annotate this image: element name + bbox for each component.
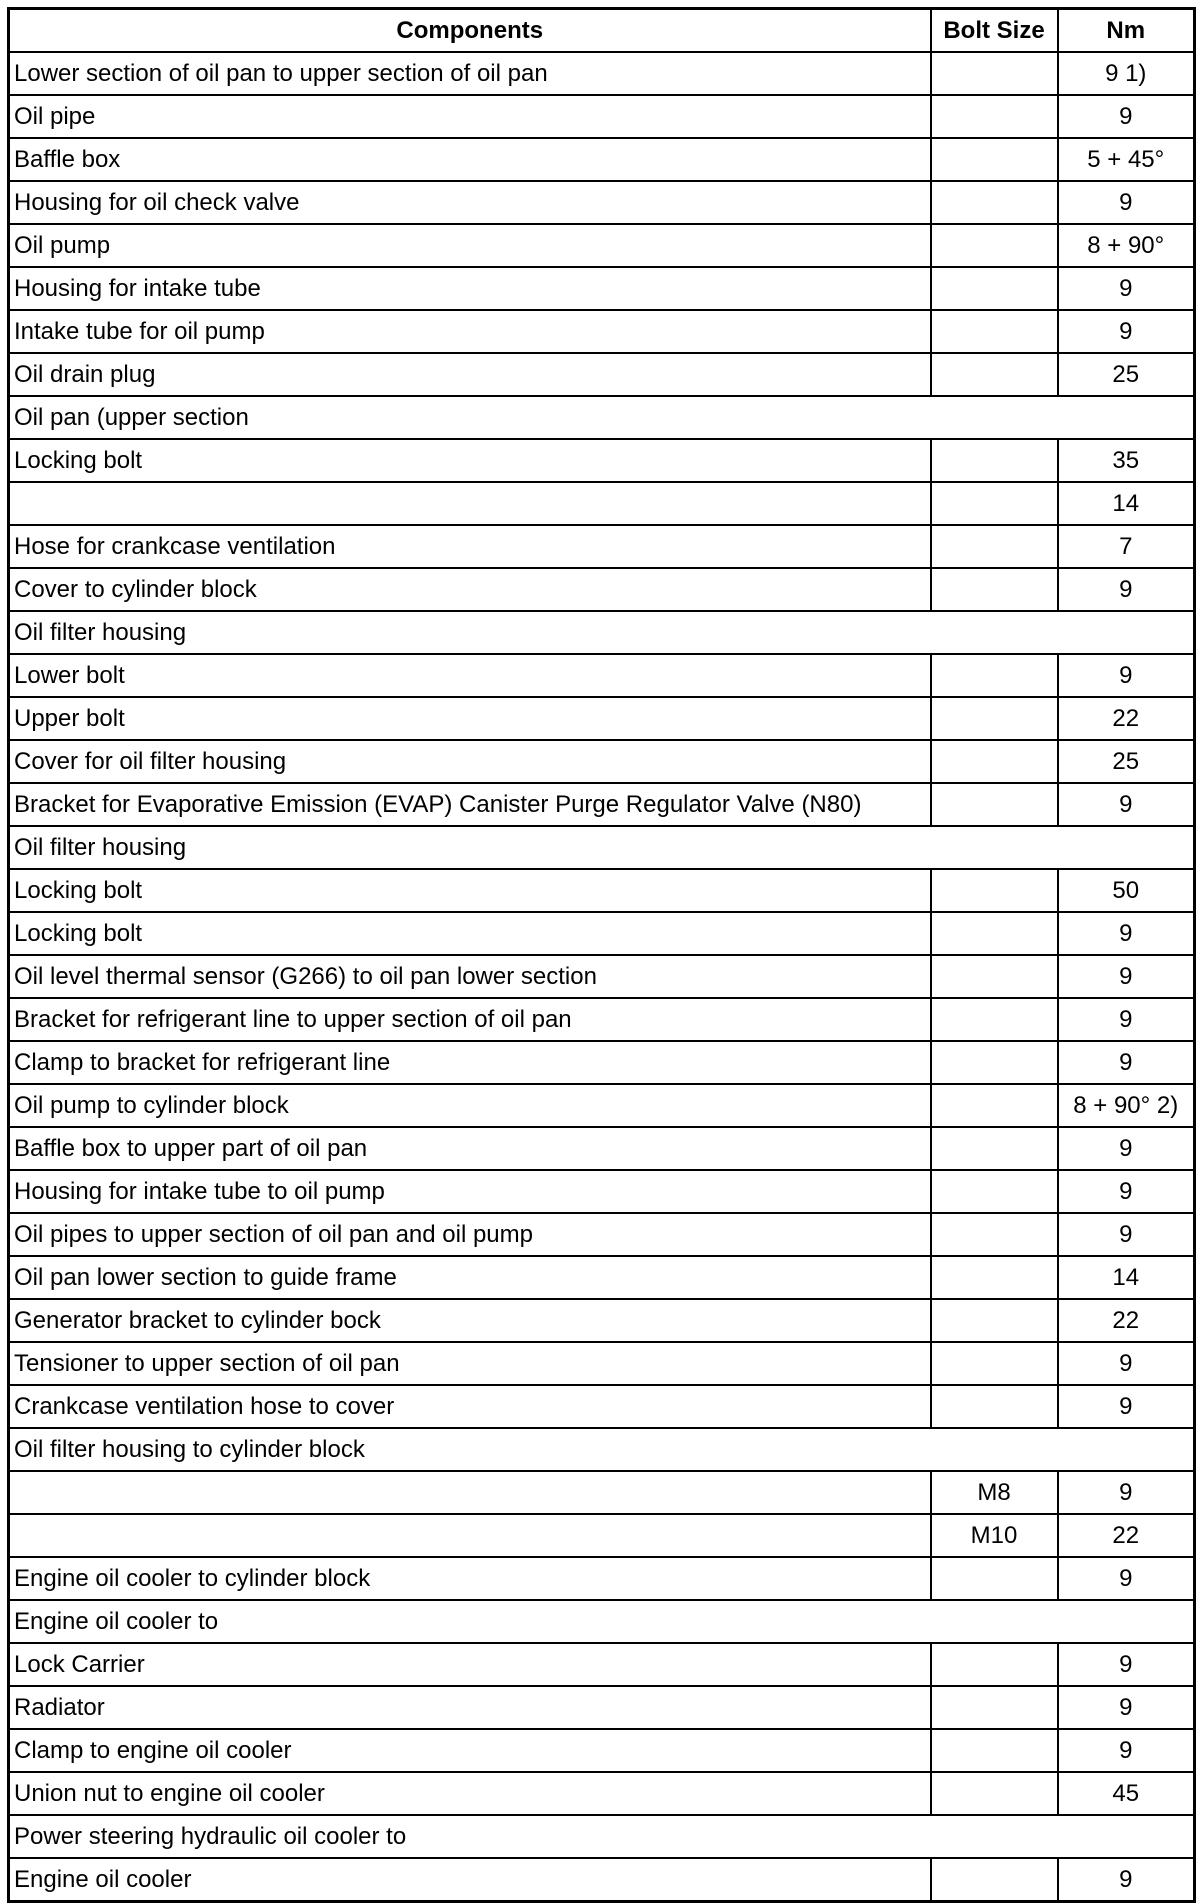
torque-value-cell: 9: [1058, 267, 1195, 310]
table-row: [9, 568, 1195, 611]
torque-specifications-table: [7, 7, 1196, 1903]
component-cell: Oil pipes to upper section of oil pan and oil pump: [9, 1213, 931, 1256]
bolt-size-cell: [931, 439, 1058, 482]
component-cell: Oil level thermal sensor (G266) to oil pan lower section: [9, 955, 931, 998]
torque-value-cell: 25: [1058, 740, 1195, 783]
bolt-size-cell: [931, 1342, 1058, 1385]
table-row: [9, 181, 1195, 224]
component-cell: [9, 1471, 931, 1514]
bolt-size-cell: [931, 869, 1058, 912]
component-cell: Tensioner to upper section of oil pan: [9, 1342, 931, 1385]
torque-value-cell: 9: [1058, 912, 1195, 955]
section-title: Oil pan (upper section: [9, 396, 1195, 439]
component-cell: Radiator: [9, 1686, 931, 1729]
component-cell: Locking bolt: [9, 912, 931, 955]
component-cell: Clamp to engine oil cooler: [9, 1729, 931, 1772]
component-cell: Generator bracket to cylinder bock: [9, 1299, 931, 1342]
torque-value-cell: 22: [1058, 697, 1195, 740]
component-cell: Housing for oil check valve: [9, 181, 931, 224]
torque-value-cell: 9: [1058, 1342, 1195, 1385]
table-row: [9, 1772, 1195, 1815]
torque-value-cell: 9: [1058, 1213, 1195, 1256]
component-cell: Cover to cylinder block: [9, 568, 931, 611]
torque-value-cell: 9: [1058, 95, 1195, 138]
table-row: [9, 998, 1195, 1041]
section-header-row: [9, 826, 1195, 869]
table-body: [9, 52, 1195, 1902]
component-cell: Lower bolt: [9, 654, 931, 697]
bolt-size-cell: [931, 1256, 1058, 1299]
section-header-row: [9, 396, 1195, 439]
component-cell: Lower section of oil pan to upper section of oil pan: [9, 52, 931, 95]
bolt-size-cell: [931, 310, 1058, 353]
torque-value-cell: 9: [1058, 1385, 1195, 1428]
bolt-size-cell: [931, 1385, 1058, 1428]
bolt-size-cell: [931, 740, 1058, 783]
torque-value-cell: 9: [1058, 1127, 1195, 1170]
torque-value-cell: 50: [1058, 869, 1195, 912]
table-row: [9, 525, 1195, 568]
bolt-size-cell: [931, 52, 1058, 95]
bolt-size-cell: [931, 1299, 1058, 1342]
table-row: [9, 783, 1195, 826]
section-header-row: [9, 611, 1195, 654]
component-cell: Housing for intake tube to oil pump: [9, 1170, 931, 1213]
torque-value-cell: 9: [1058, 1041, 1195, 1084]
section-header-row: [9, 1600, 1195, 1643]
table-row: [9, 955, 1195, 998]
torque-value-cell: 9: [1058, 955, 1195, 998]
bolt-size-cell: [931, 1127, 1058, 1170]
bolt-size-cell: [931, 654, 1058, 697]
table-row: [9, 1686, 1195, 1729]
bolt-size-cell: [931, 1858, 1058, 1902]
component-cell: [9, 482, 931, 525]
bolt-size-cell: [931, 181, 1058, 224]
component-cell: Clamp to bracket for refrigerant line: [9, 1041, 931, 1084]
bolt-size-cell: [931, 482, 1058, 525]
bolt-size-cell: [931, 138, 1058, 181]
bolt-size-cell: [931, 912, 1058, 955]
bolt-size-cell: [931, 1041, 1058, 1084]
component-cell: Engine oil cooler: [9, 1858, 931, 1902]
torque-value-cell: 9: [1058, 783, 1195, 826]
component-cell: Hose for crankcase ventilation: [9, 525, 931, 568]
component-cell: [9, 1514, 931, 1557]
section-header-row: [9, 1815, 1195, 1858]
bolt-size-cell: [931, 1643, 1058, 1686]
torque-value-cell: 35: [1058, 439, 1195, 482]
bolt-size-cell: [931, 998, 1058, 1041]
bolt-size-cell: [931, 95, 1058, 138]
table-row: [9, 52, 1195, 95]
component-cell: Locking bolt: [9, 869, 931, 912]
component-cell: Bracket for refrigerant line to upper section of oil pan: [9, 998, 931, 1041]
table-row: [9, 353, 1195, 396]
table-row: [9, 224, 1195, 267]
table-row: [9, 1127, 1195, 1170]
table-row: [9, 1471, 1195, 1514]
header-components: Components: [9, 9, 931, 53]
bolt-size-cell: [931, 1729, 1058, 1772]
torque-value-cell: 9: [1058, 1557, 1195, 1600]
table-row: [9, 697, 1195, 740]
table-row: [9, 1858, 1195, 1902]
section-title: Oil filter housing: [9, 826, 1195, 869]
header-nm: Nm: [1058, 9, 1195, 53]
torque-value-cell: 9: [1058, 654, 1195, 697]
table-row: [9, 1041, 1195, 1084]
bolt-size-cell: [931, 525, 1058, 568]
table-row: [9, 1557, 1195, 1600]
table-row: [9, 740, 1195, 783]
table-row: [9, 1299, 1195, 1342]
table-row: [9, 1213, 1195, 1256]
bolt-size-cell: [931, 1557, 1058, 1600]
component-cell: Union nut to engine oil cooler: [9, 1772, 931, 1815]
torque-value-cell: 45: [1058, 1772, 1195, 1815]
torque-value-cell: 8 + 90°: [1058, 224, 1195, 267]
torque-value-cell: 9: [1058, 181, 1195, 224]
table-row: [9, 912, 1195, 955]
torque-value-cell: 9: [1058, 1471, 1195, 1514]
component-cell: Bracket for Evaporative Emission (EVAP) Canister Purge Regulator Valve (N80): [9, 783, 931, 826]
table-row: [9, 654, 1195, 697]
component-cell: Baffle box to upper part of oil pan: [9, 1127, 931, 1170]
table-header-row: [9, 9, 1195, 53]
torque-value-cell: 22: [1058, 1514, 1195, 1557]
bolt-size-cell: M8: [931, 1471, 1058, 1514]
section-title: Oil filter housing: [9, 611, 1195, 654]
table-row: [9, 1256, 1195, 1299]
table-row: [9, 95, 1195, 138]
bolt-size-cell: [931, 1170, 1058, 1213]
table-row: [9, 1084, 1195, 1127]
component-cell: Housing for intake tube: [9, 267, 931, 310]
bolt-size-cell: [931, 697, 1058, 740]
component-cell: Oil drain plug: [9, 353, 931, 396]
component-cell: Crankcase ventilation hose to cover: [9, 1385, 931, 1428]
torque-value-cell: 9: [1058, 1858, 1195, 1902]
bolt-size-cell: [931, 224, 1058, 267]
section-title: Engine oil cooler to: [9, 1600, 1195, 1643]
component-cell: Engine oil cooler to cylinder block: [9, 1557, 931, 1600]
component-cell: Oil pump: [9, 224, 931, 267]
section-title: Power steering hydraulic oil cooler to: [9, 1815, 1195, 1858]
component-cell: Baffle box: [9, 138, 931, 181]
torque-value-cell: 22: [1058, 1299, 1195, 1342]
torque-value-cell: 9: [1058, 1729, 1195, 1772]
torque-value-cell: 9 1): [1058, 52, 1195, 95]
bolt-size-cell: M10: [931, 1514, 1058, 1557]
bolt-size-cell: [931, 568, 1058, 611]
bolt-size-cell: [931, 1084, 1058, 1127]
table-row: [9, 1385, 1195, 1428]
bolt-size-cell: [931, 1213, 1058, 1256]
bolt-size-cell: [931, 267, 1058, 310]
torque-value-cell: 14: [1058, 482, 1195, 525]
section-header-row: [9, 1428, 1195, 1471]
bolt-size-cell: [931, 353, 1058, 396]
table-row: [9, 439, 1195, 482]
table-row: [9, 138, 1195, 181]
bolt-size-cell: [931, 1772, 1058, 1815]
table-row: [9, 267, 1195, 310]
section-title: Oil filter housing to cylinder block: [9, 1428, 1195, 1471]
torque-value-cell: 9: [1058, 310, 1195, 353]
torque-value-cell: 7: [1058, 525, 1195, 568]
bolt-size-cell: [931, 955, 1058, 998]
component-cell: Upper bolt: [9, 697, 931, 740]
table-row: [9, 869, 1195, 912]
torque-value-cell: 25: [1058, 353, 1195, 396]
component-cell: Oil pan lower section to guide frame: [9, 1256, 931, 1299]
bolt-size-cell: [931, 783, 1058, 826]
table-row: [9, 1643, 1195, 1686]
torque-value-cell: 9: [1058, 568, 1195, 611]
table-row: [9, 1170, 1195, 1213]
torque-value-cell: 9: [1058, 1686, 1195, 1729]
header-bolt-size: Bolt Size: [931, 9, 1058, 53]
torque-value-cell: 9: [1058, 998, 1195, 1041]
component-cell: Intake tube for oil pump: [9, 310, 931, 353]
component-cell: Cover for oil filter housing: [9, 740, 931, 783]
bolt-size-cell: [931, 1686, 1058, 1729]
torque-value-cell: 9: [1058, 1643, 1195, 1686]
table-row: [9, 1514, 1195, 1557]
table-row: [9, 1729, 1195, 1772]
table-row: [9, 310, 1195, 353]
table-row: [9, 482, 1195, 525]
component-cell: Oil pump to cylinder block: [9, 1084, 931, 1127]
torque-value-cell: 5 + 45°: [1058, 138, 1195, 181]
torque-value-cell: 9: [1058, 1170, 1195, 1213]
component-cell: Lock Carrier: [9, 1643, 931, 1686]
component-cell: Locking bolt: [9, 439, 931, 482]
table-row: [9, 1342, 1195, 1385]
torque-value-cell: 8 + 90° 2): [1058, 1084, 1195, 1127]
component-cell: Oil pipe: [9, 95, 931, 138]
torque-value-cell: 14: [1058, 1256, 1195, 1299]
